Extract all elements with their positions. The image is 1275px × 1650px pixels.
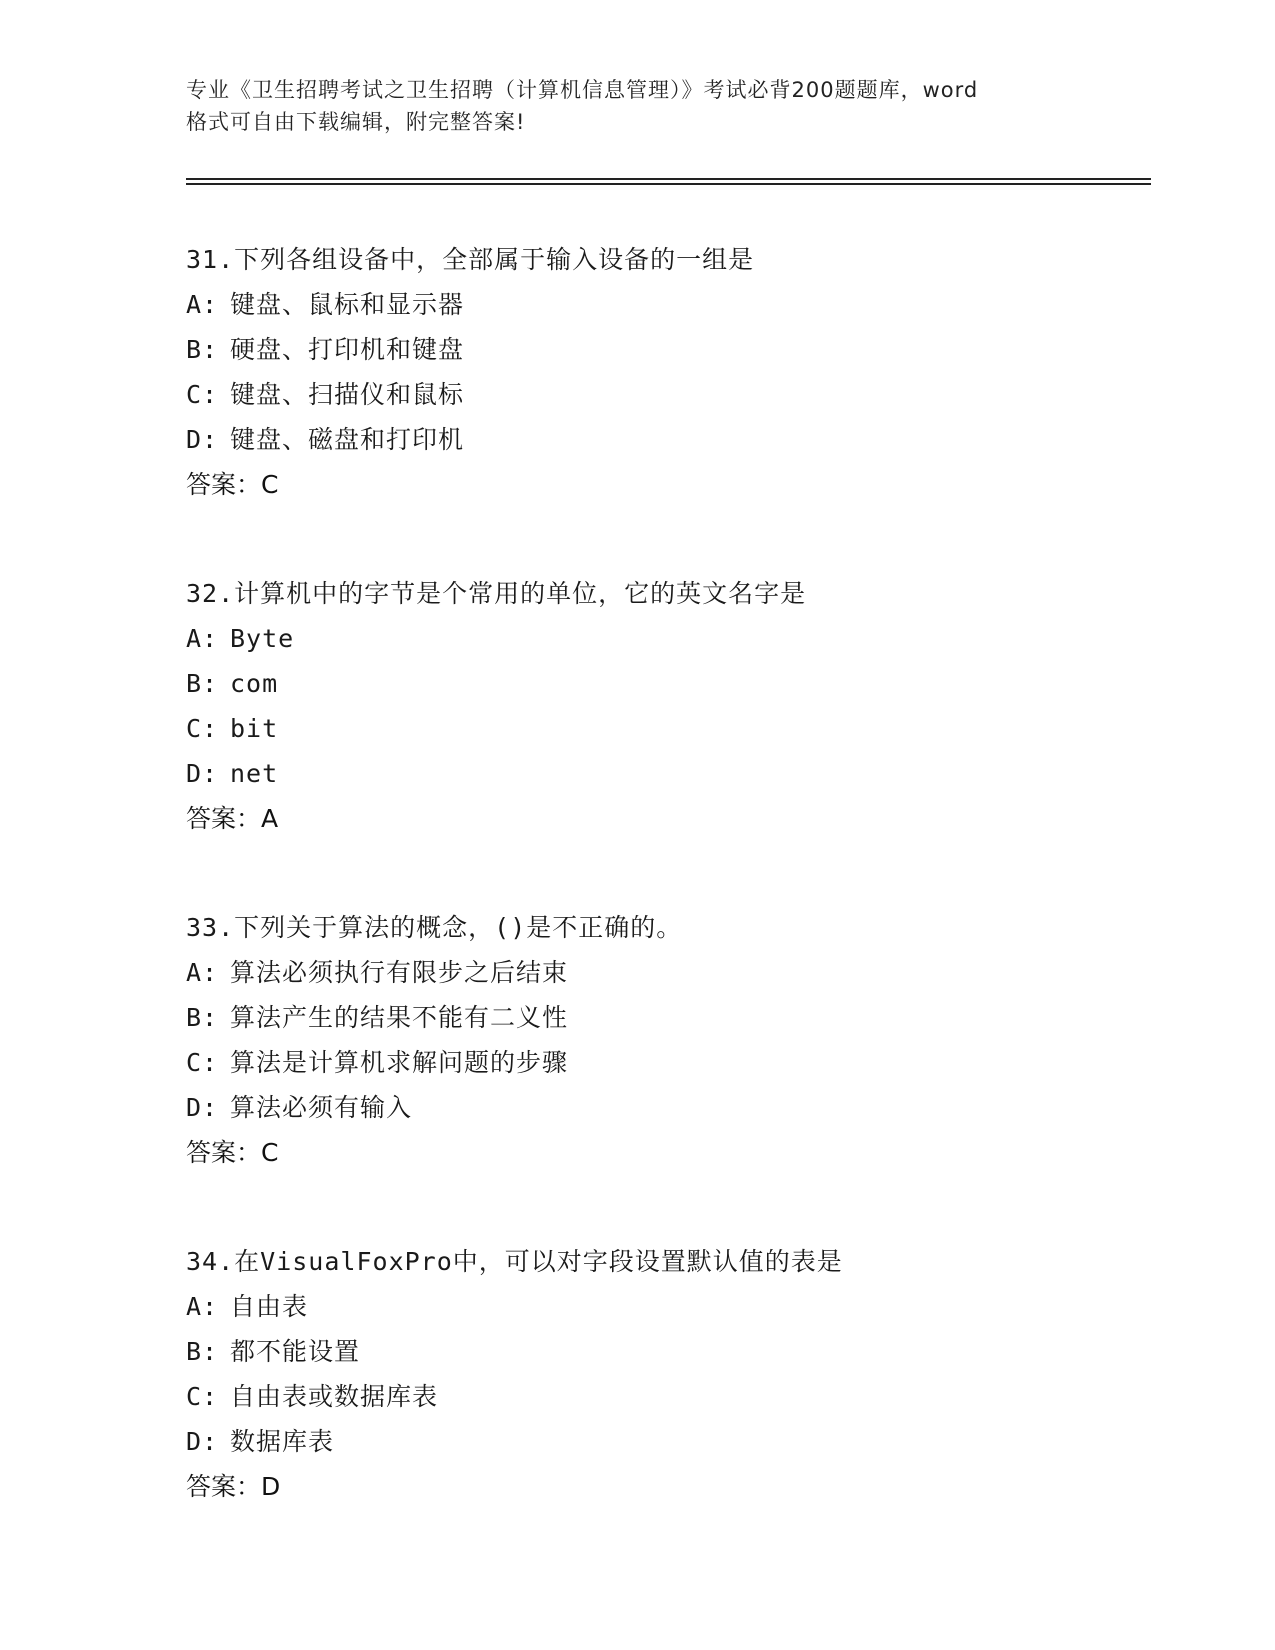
option-text: 键盘、磁盘和打印机 — [230, 425, 465, 454]
header-line-2: 格式可自由下载编辑，附完整答案! — [186, 110, 526, 134]
option-c — [186, 706, 1146, 751]
answer-label: 答案： — [186, 804, 262, 833]
option-key: C: — [186, 1048, 219, 1077]
option-text: Byte — [230, 624, 295, 653]
option-key: A: — [186, 958, 219, 987]
option-key: C: — [186, 380, 219, 409]
option-text: 自由表 — [230, 1292, 309, 1321]
question-stem: 32.计算机中的字节是个常用的单位，它的英文名字是 — [186, 579, 807, 608]
header-divider-bottom — [186, 183, 1151, 185]
header-divider-top — [186, 178, 1151, 180]
header-line-1: 专业《卫生招聘考试之卫生招聘（计算机信息管理）》考试必背200题题库，word — [186, 78, 979, 102]
option-c — [186, 1374, 1146, 1419]
option-text: 键盘、鼠标和显示器 — [230, 290, 465, 319]
option-key: B: — [186, 1003, 219, 1032]
option-c — [186, 372, 1146, 417]
option-d — [186, 417, 1146, 462]
option-key: A: — [186, 290, 219, 319]
option-text: bit — [230, 714, 279, 743]
option-d — [186, 1419, 1146, 1464]
answer-value: D — [261, 1472, 281, 1501]
question-32 — [186, 571, 1146, 841]
option-a — [186, 1284, 1146, 1329]
option-text: 硬盘、打印机和键盘 — [230, 335, 465, 364]
option-d — [186, 751, 1146, 796]
option-text: 都不能设置 — [230, 1337, 361, 1366]
option-key: C: — [186, 1382, 219, 1411]
option-text: 算法必须有输入 — [230, 1093, 413, 1122]
option-key: A: — [186, 1292, 219, 1321]
question-list — [186, 237, 1146, 1573]
option-text: 数据库表 — [230, 1427, 335, 1456]
question-stem: 33.下列关于算法的概念，()是不正确的。 — [186, 913, 683, 942]
option-c — [186, 1040, 1146, 1085]
option-a — [186, 950, 1146, 995]
option-b — [186, 327, 1146, 372]
option-text: 自由表或数据库表 — [230, 1382, 439, 1411]
option-key: D: — [186, 425, 219, 454]
option-b — [186, 1329, 1146, 1374]
option-b — [186, 995, 1146, 1040]
option-key: B: — [186, 335, 219, 364]
question-34 — [186, 1239, 1146, 1509]
option-b — [186, 661, 1146, 706]
option-text: 键盘、扫描仪和鼠标 — [230, 380, 465, 409]
answer-label: 答案： — [186, 470, 262, 499]
option-key: D: — [186, 1093, 219, 1122]
option-a — [186, 616, 1146, 661]
option-key: C: — [186, 714, 219, 743]
option-key: D: — [186, 1427, 219, 1456]
answer — [186, 1464, 1146, 1509]
option-text: 算法是计算机求解问题的步骤 — [230, 1048, 569, 1077]
question-33 — [186, 905, 1146, 1175]
answer-value: C — [261, 470, 279, 499]
option-d — [186, 1085, 1146, 1130]
answer-value: C — [261, 1138, 279, 1167]
document-header — [186, 74, 1086, 138]
question-stem: 34.在VisualFoxPro中，可以对字段设置默认值的表是 — [186, 1247, 843, 1276]
question-stem: 31.下列各组设备中，全部属于输入设备的一组是 — [186, 245, 755, 274]
question-31 — [186, 237, 1146, 507]
answer-label: 答案： — [186, 1472, 262, 1501]
answer-value: A — [261, 804, 279, 833]
option-key: A: — [186, 624, 219, 653]
option-text: net — [230, 759, 279, 788]
option-key: D: — [186, 759, 219, 788]
option-text: 算法产生的结果不能有二义性 — [230, 1003, 569, 1032]
option-key: B: — [186, 669, 219, 698]
option-text: 算法必须执行有限步之后结束 — [230, 958, 569, 987]
answer-label: 答案： — [186, 1138, 262, 1167]
option-text: com — [230, 669, 279, 698]
option-key: B: — [186, 1337, 219, 1366]
answer — [186, 1130, 1146, 1175]
answer — [186, 796, 1146, 841]
answer — [186, 462, 1146, 507]
option-a — [186, 282, 1146, 327]
